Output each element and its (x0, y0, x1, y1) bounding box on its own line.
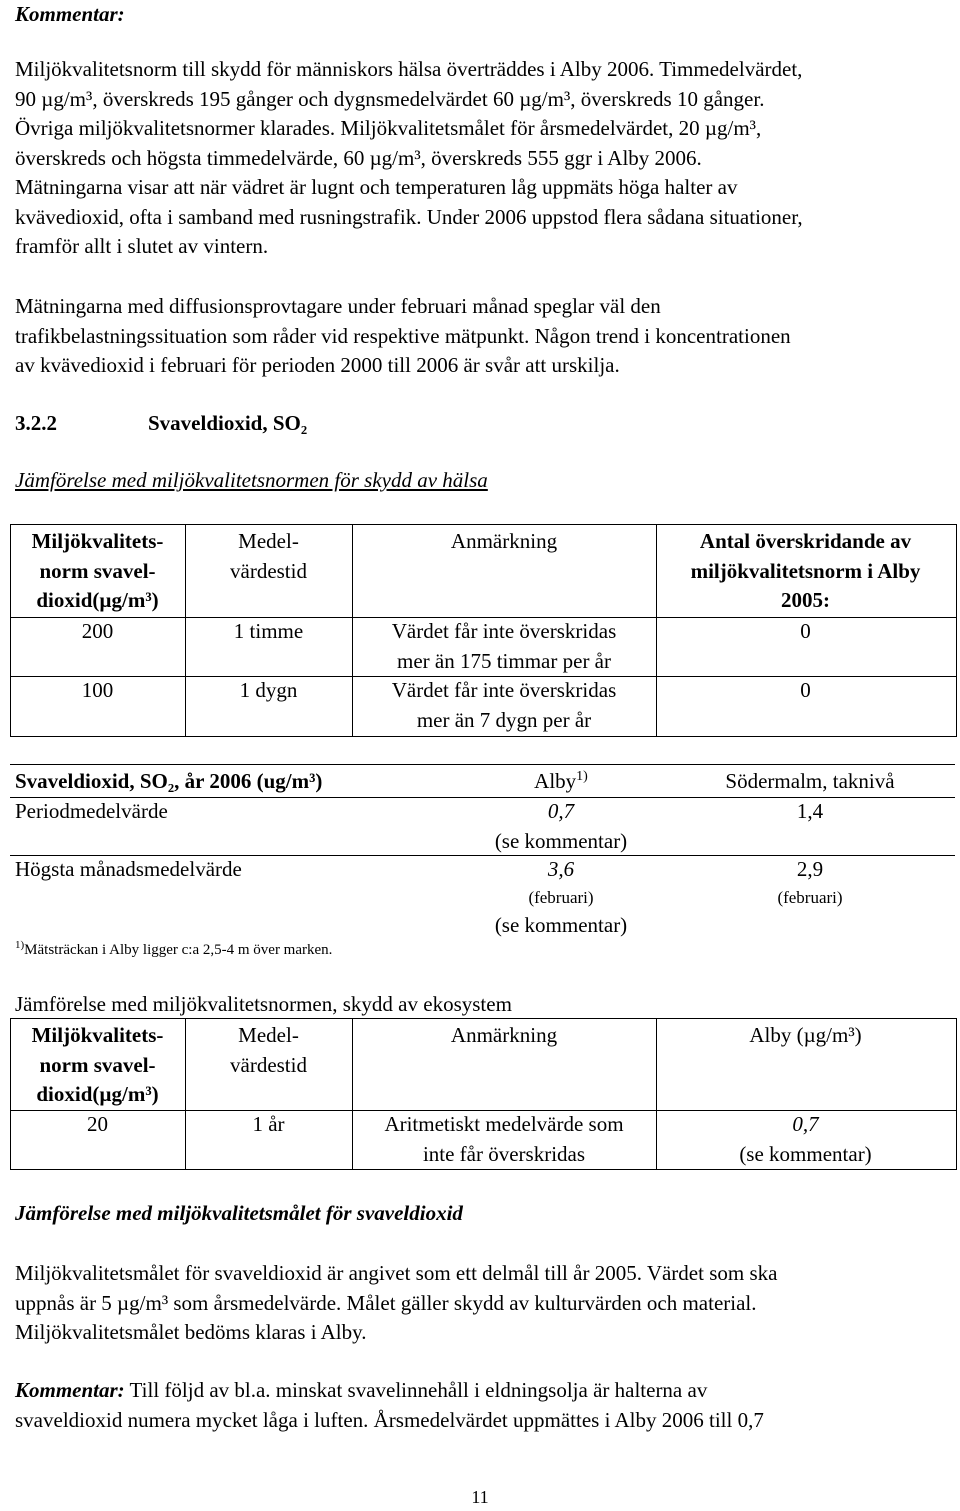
header-remark: Anmärkning (450, 1023, 558, 1047)
text-line: Mätningarna visar att när vädret är lugnt och temperaturen låg uppmäts höga halter av (15, 175, 738, 199)
comment-paragraph (15, 55, 955, 262)
text-line: Övriga miljökvalitetsnormer klarades. Miljökvalitetsmålet för årsmedelvärdet, 20 µg/m³, (15, 116, 762, 140)
header-line: norm svavel- (39, 558, 156, 583)
table-cell: 200 (81, 619, 114, 643)
cell-line: mer än 175 timmar per år (397, 648, 611, 673)
alby-header-text: Alby (534, 769, 577, 793)
table-cell: 0 (800, 678, 811, 702)
eco-heading: Jämförelse med miljökvalitetsnormen, skydd av ekosystem (15, 992, 512, 1016)
cell-line: mer än 7 dygn per år (416, 707, 592, 732)
footnote-text: Mätsträckan i Alby ligger c:a 2,5-4 m över marken. (24, 942, 333, 958)
final-comment-paragraph (15, 1376, 955, 1435)
goal-paragraph (15, 1259, 955, 1348)
sodermalm-value (690, 855, 930, 911)
header-line: dioxid(µg/m³) (36, 588, 159, 612)
kommentar-heading: Kommentar: (15, 2, 125, 26)
header-line: värdestid (230, 558, 307, 583)
table-cell (352, 617, 656, 676)
value: 3,6 (547, 857, 575, 881)
header-remark: Anmärkning (450, 529, 558, 553)
value-month: (februari) (528, 887, 594, 907)
table-cell (352, 1110, 656, 1169)
value: 2,9 (796, 857, 824, 881)
header-line: miljökvalitetsnorm i Alby (690, 558, 921, 583)
value-note: (se kommentar) (739, 1141, 872, 1166)
section-title: Svaveldioxid, SO₂ (148, 411, 308, 435)
value: 0,7 (547, 799, 575, 823)
table-cell: 0 (800, 619, 811, 643)
header-count (656, 527, 955, 616)
health-heading: Jämförelse med miljökvalitetsnormen för skydd av hälsa (15, 468, 488, 492)
header-period (185, 527, 352, 586)
value: 0,7 (792, 1112, 819, 1136)
text-line: Miljökvalitetsmålet bedöms klaras i Alby. (15, 1320, 367, 1344)
sodermalm-value: 1,4 (796, 799, 824, 823)
header-line: Miljökvalitets- (31, 529, 164, 553)
header-line: norm svavel- (39, 1052, 156, 1077)
text-line: Mätningarna med diffusionsprovtagare under februari månad speglar väl den (15, 294, 661, 318)
page-number: 11 (471, 1487, 489, 1507)
footnote (15, 939, 333, 959)
header-line: Medel- (238, 529, 299, 553)
header-norm (10, 527, 185, 616)
goal-heading: Jämförelse med miljökvalitetsmålet för svaveldioxid (15, 1201, 463, 1225)
table-cell: 100 (81, 678, 114, 702)
comment-text: Till följd av bl.a. minskat svavelinnehåll i eldningsolja är halterna av (124, 1378, 708, 1402)
text-line: framför allt i slutet av vintern. (15, 234, 269, 258)
header-norm (10, 1021, 185, 1110)
text-line: kvävedioxid, ofta i samband med rusningstrafik. Under 2006 uppstod flera sådana situationer, (15, 204, 803, 229)
text-line (15, 1376, 955, 1406)
text-line: uppnås är 5 µg/m³ som årsmedelvärde. Målet gäller skydd av kulturvärden och material. (15, 1290, 757, 1315)
row-label: Högsta månadsmedelvärde (15, 857, 242, 881)
text-line: Miljökvalitetsmålet för svaveldioxid är angivet som ett delmål till år 2005. Värdet som ska (15, 1261, 778, 1285)
row-label: Periodmedelvärde (15, 799, 168, 823)
alby-header (476, 767, 646, 797)
header-line: Antal överskridande av (699, 529, 912, 553)
footnote-ref: 1) (576, 769, 588, 784)
alby-value (456, 797, 666, 856)
cell-line: Värdet får inte överskridas (391, 619, 617, 643)
header-line: dioxid(µg/m³) (36, 1082, 159, 1106)
diffusion-paragraph (15, 292, 955, 381)
text-line: Miljökvalitetsnorm till skydd för människors hälsa överträddes i Alby 2006. Timmedelvärdet, (15, 57, 803, 81)
table-cell: 20 (87, 1112, 108, 1136)
text-line: trafikbelastningssituation som råder vid respektive mätpunkt. Någon trend i koncentrationen (15, 323, 791, 348)
value-note: (se kommentar) (494, 912, 628, 937)
header-line: värdestid (230, 1052, 307, 1077)
cell-line: Aritmetiskt medelvärde som (384, 1112, 624, 1136)
text-line: av kvävedioxid i februari för perioden 2000 till 2006 är svår att urskilja. (15, 353, 620, 377)
text-line: överskreds och högsta timmedelvärde, 60 µg/m³, överskreds 555 ggr i Alby 2006. (15, 145, 702, 170)
header-alby: Alby (µg/m³) (749, 1023, 862, 1047)
header-period (185, 1021, 352, 1080)
table-cell: 1 år (252, 1112, 285, 1136)
cell-line: Värdet får inte överskridas (391, 678, 617, 702)
cell-line: inte får överskridas (422, 1141, 586, 1166)
text-line: svaveldioxid numera mycket låga i luften. Årsmedelvärdet uppmättes i Alby 2006 till 0,7 (15, 1407, 764, 1432)
header-line: 2005: (781, 588, 830, 612)
table-cell (352, 676, 656, 735)
section-number: 3.2.2 (15, 411, 57, 435)
text-line: 90 µg/m³, överskreds 195 gånger och dygnsmedelvärdet 60 µg/m³, överskreds 10 gånger. (15, 86, 765, 111)
value-month: (februari) (777, 887, 843, 907)
comment-label: Kommentar: (15, 1378, 125, 1402)
so2-table-label-header: Svaveldioxid, SO₂, år 2006 (ug/m³) (15, 769, 323, 793)
header-line: Miljökvalitets- (31, 1023, 164, 1047)
value-note: (se kommentar) (494, 828, 628, 853)
alby-value (456, 855, 666, 940)
table-cell: 1 timme (233, 619, 304, 643)
footnote-mark: 1) (15, 939, 25, 951)
header-line: Medel- (238, 1023, 299, 1047)
sodermalm-header: Södermalm, taknivå (725, 769, 895, 793)
table-cell (656, 1110, 955, 1169)
table-cell: 1 dygn (239, 678, 298, 702)
